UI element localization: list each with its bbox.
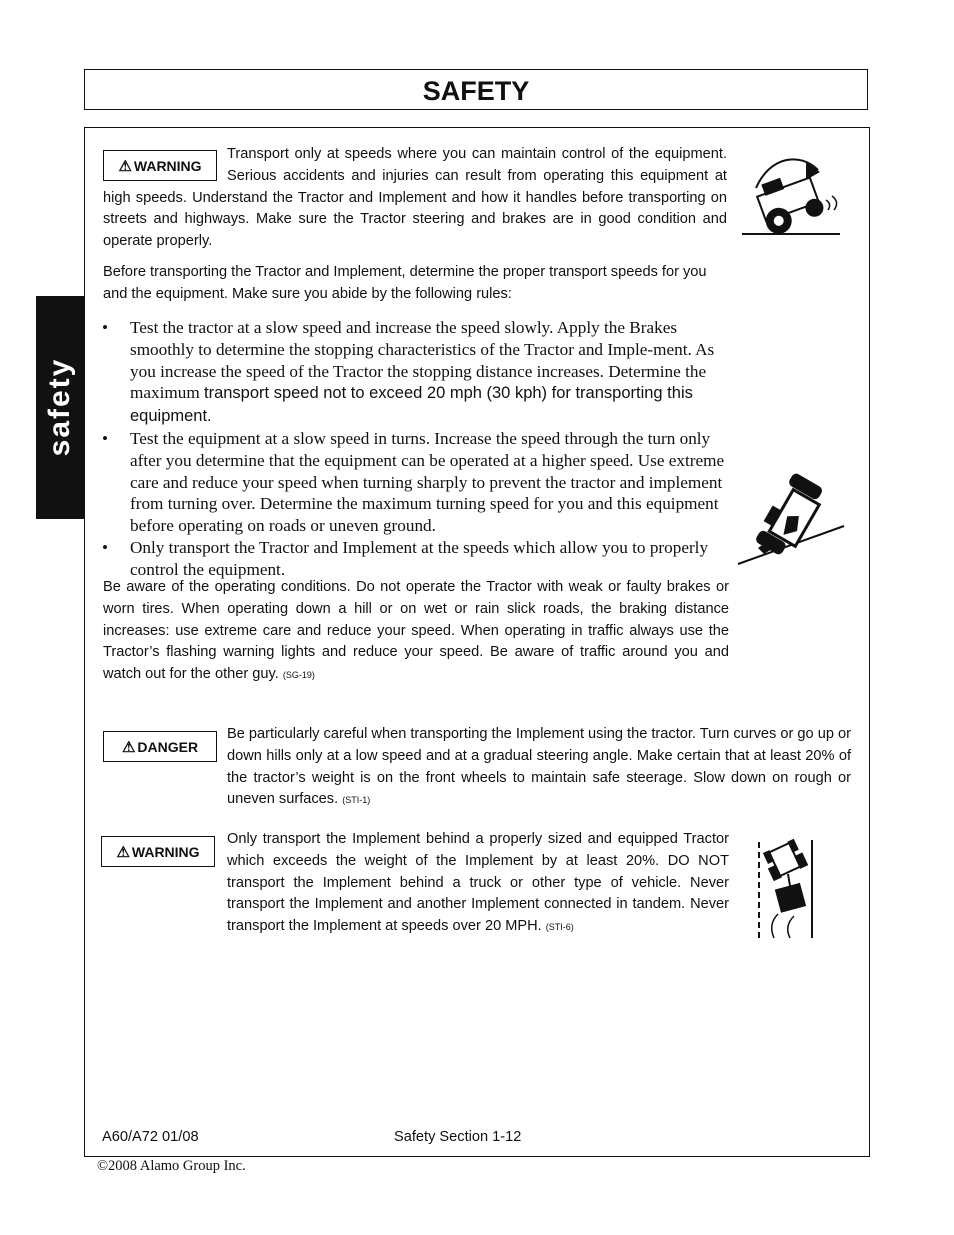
warning-badge: ⚠ WARNING: [101, 836, 215, 867]
footer-copyright: ©2008 Alamo Group Inc.: [97, 1158, 246, 1174]
section1-intro-paragraph: Transport only at speeds where you can maintain control of the equipment. Serious accidents and injuries can result from operating this equipment at high speeds. Understand the Tractor and Implement and how it handles before transporting on streets and highways. Make sure the Tractor steering and brakes are in good condition and operate properly.: [103, 146, 727, 250]
list-item: • Test the equipment at a slow speed in turns. Increase the speed through the turn only after you determine that the equipment can be operated at a higher speed. Use extreme care and reduce your speed when turning sharply to prevent the tractor and implement from turning over. Determine the maximum turning speed for you and this equipment before operating on roads or uneven ground.: [102, 428, 725, 536]
page-header: [84, 69, 868, 110]
warning-triangle-icon: ⚠: [121, 738, 136, 756]
section2-danger-text: Be particularly careful when transporting the Implement using the tractor. Turn curves or go up or down hills only at a low speed and at a gradual steering angle. Make certain that at least 20% of the tractor’s weight is on the front wheels to maintain safe steerage. Slow down on rough or uneven surfaces. (STI-1): [227, 726, 851, 808]
tractor-tipping-icon: [740, 150, 844, 238]
tractor-rollover-icon: [736, 464, 848, 568]
warning-triangle-icon: ⚠: [118, 157, 132, 175]
list-item: • Only transport the Tractor and Implement at the speeds which allow you to properly control the equipment.: [102, 537, 709, 579]
section3-warning-text: Only transport the Implement behind a properly sized and equipped Tractor which exceeds the weight of the Implement by at least 20%. DO NOT transport the Implement behind a truck or other type of vehicle. Never transport the Implement and another Implement connected in tandem. Never transport the Implement at speeds over 20 MPH. (STI-6): [227, 831, 729, 935]
list-item: • Test the tractor at a slow speed and increase the speed slowly. Apply the Brakes smoothly to determine the stopping characteristics of the Tractor and Imple-ment. As you increase the speed of the Tractor the stopping distance increases. Determine the maximum transport speed not to exceed 20 mph (30 kph) for transporting this equipment.: [102, 318, 715, 426]
footer-page-number: Safety Section 1-12: [394, 1129, 522, 1145]
danger-badge: ⚠ DANGER: [103, 731, 217, 762]
side-tab-label: safety: [43, 357, 76, 457]
tractor-towing-icon: [756, 838, 818, 940]
footer-model: A60/A72 01/08: [102, 1129, 199, 1145]
warning-badge: ⚠ WARNING: [103, 150, 217, 181]
section1-rules-intro: Before transporting the Tractor and Implement, determine the proper transport speeds for you and the equipment. Make sure you abide by the following rules:: [103, 264, 707, 302]
section-side-tab: [36, 296, 84, 519]
section1-conditions-paragraph: Be aware of the operating conditions. Do not operate the Tractor with weak or faulty brakes or worn tires. When operating down a hill or on wet or rain slick roads, the braking distance increases: use extreme care and reduce your speed. When operating in traffic always use the Tractor’s flashing warning lights and reduce your speed. Be aware of traffic around you and watch out for the other guy. (SG-19): [103, 579, 729, 683]
page-title: SAFETY: [422, 76, 530, 106]
rules-list: [102, 317, 728, 581]
warning-triangle-icon: ⚠: [116, 843, 130, 861]
